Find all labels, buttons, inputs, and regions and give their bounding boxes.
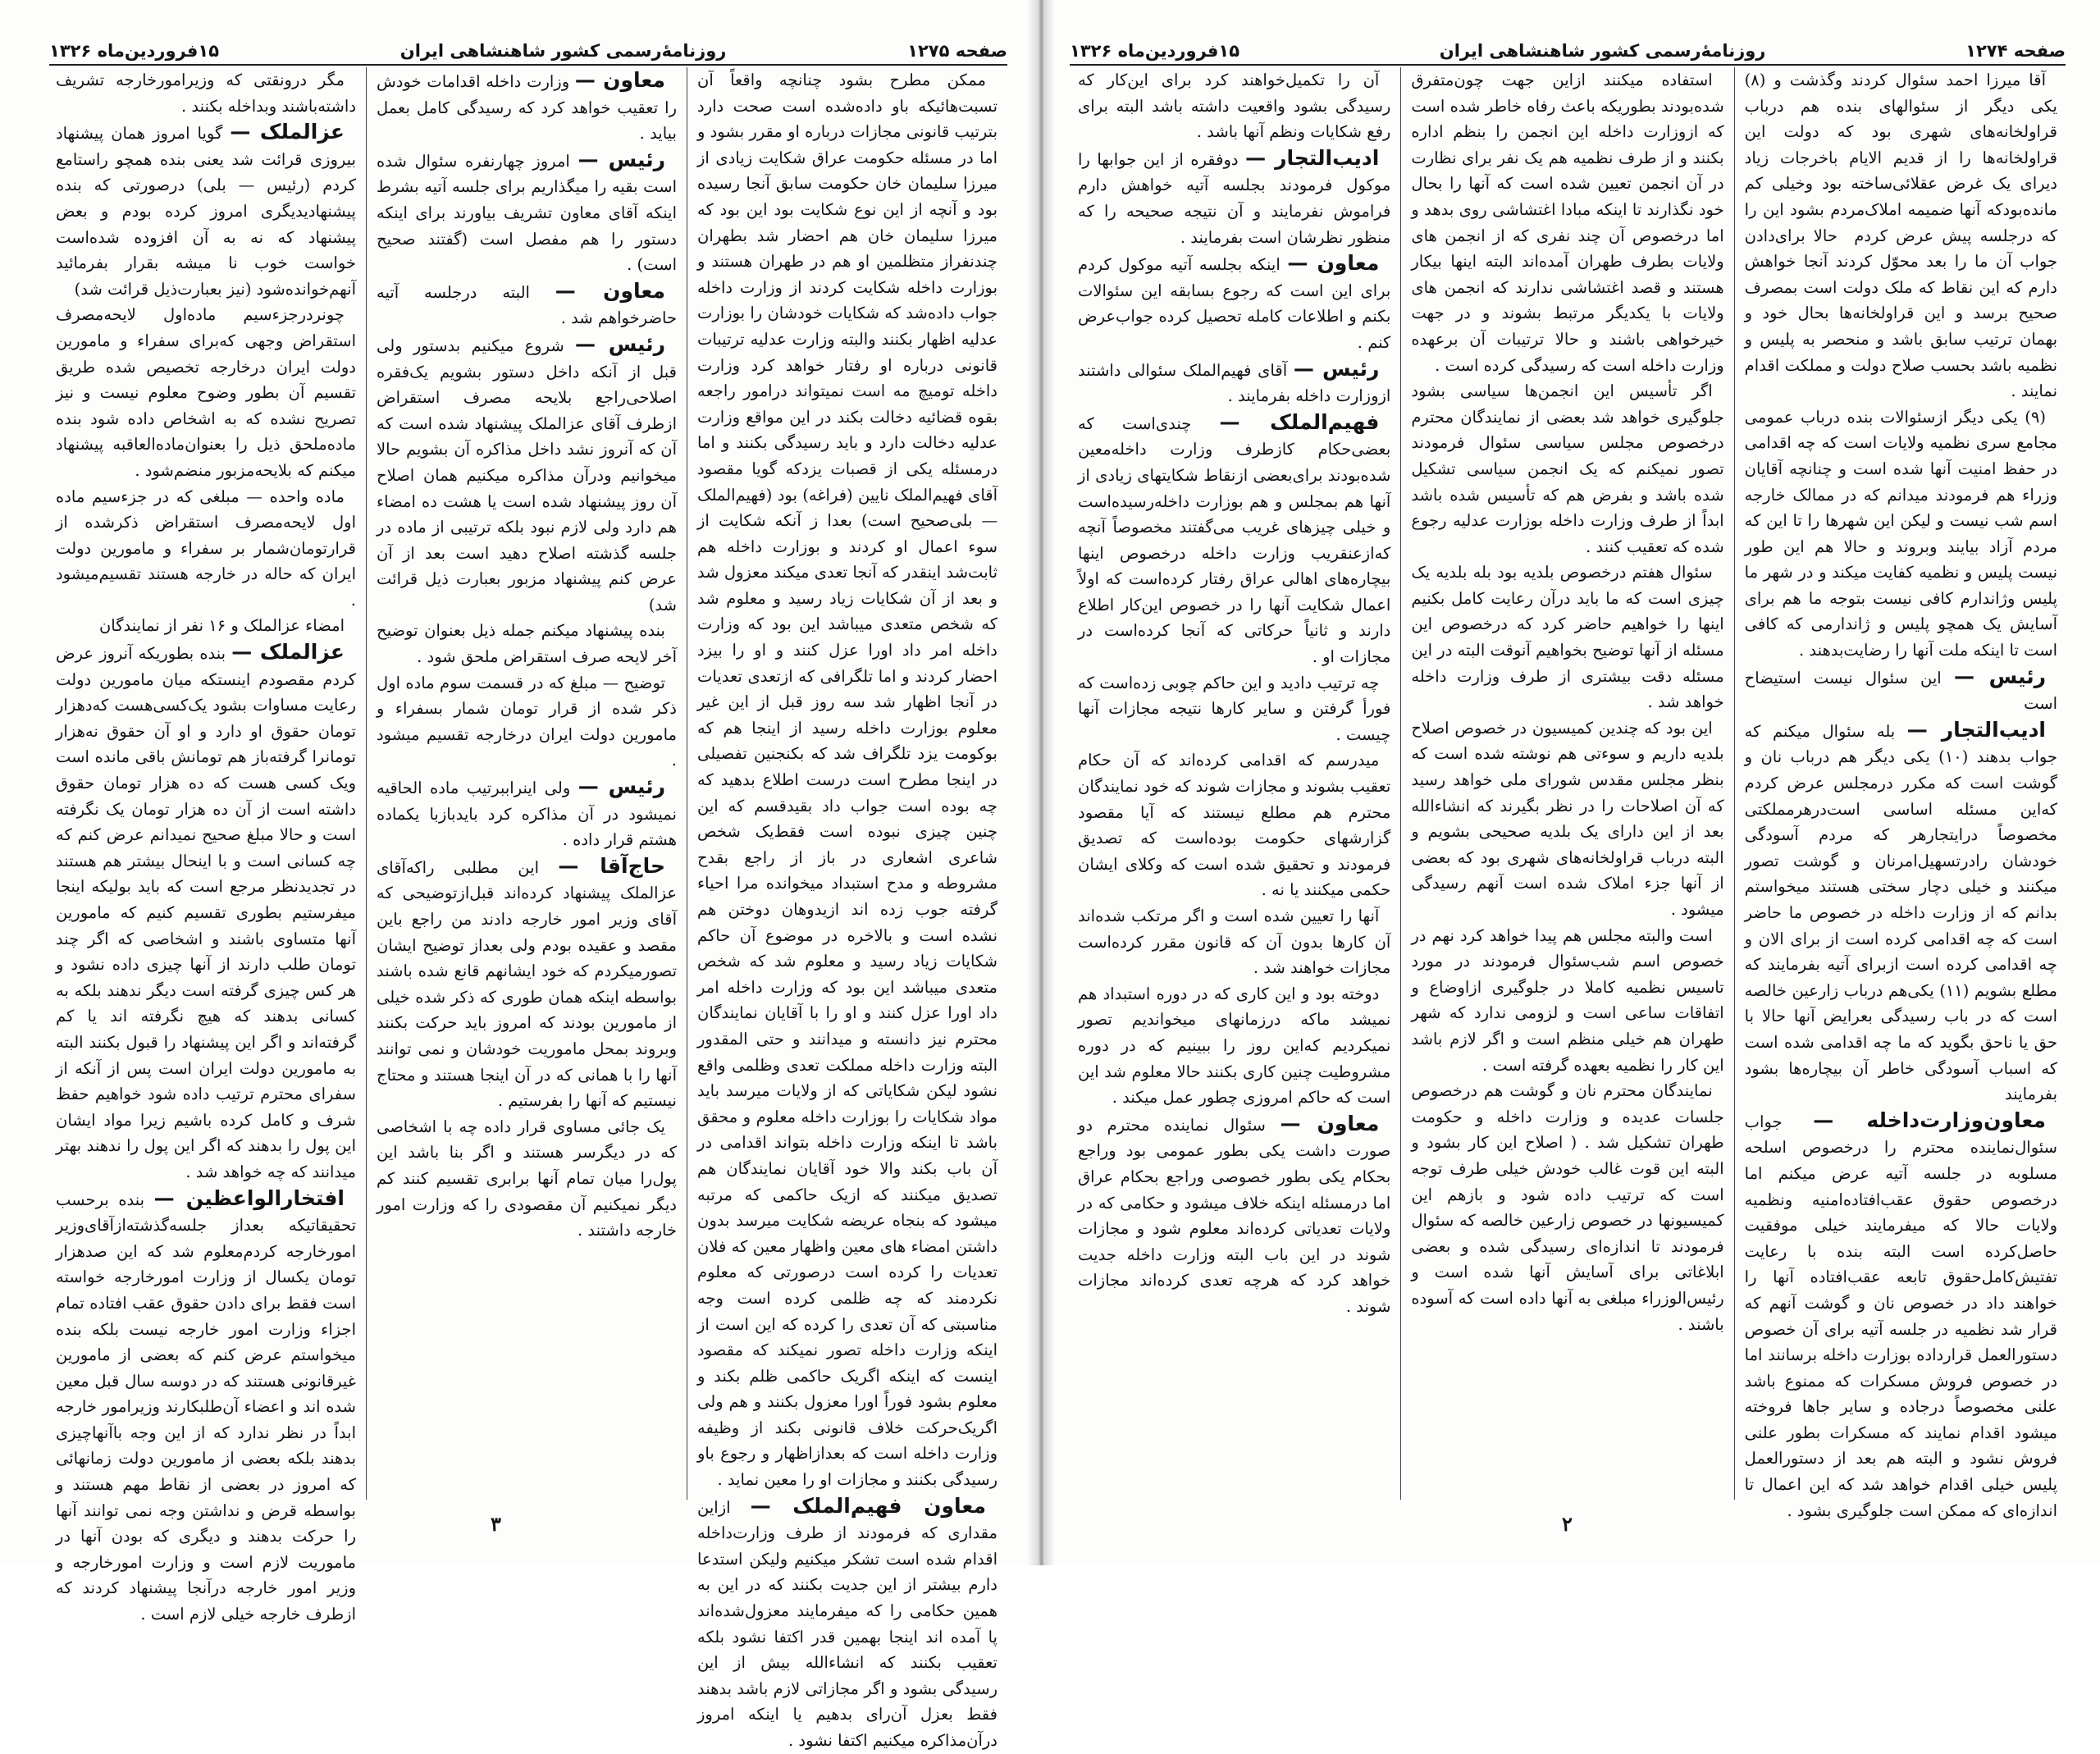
- speaker-name: معاون —: [555, 278, 666, 303]
- left-page: [0, 0, 1040, 1750]
- paragraph-text: امضاء عزالملک و ۱۶ نفر از نمایندگان: [98, 616, 345, 636]
- paragraph-text: این مطلبی را‌که‌آقای عزالملک پیشنهاد کرده‌اند قبل‌ازتوضیحی که آقای وزیر امور خارجه دادند من راجع باین مقصد و عقیده بودم ولی بعداز توضیح ایشان تصورمیکردم که خود ایشانهم قانع شده باشند بواسطه اینکه همان طوری که ذکر شده خیلی از مامورین بودند که امروز باید حرکت بکنند وبروند بمحل ماموریت خودشان و نمی توانند آنها را با همانی که در آن اینجا هستند و محتاج نیستیم که آنها را بفرستیم .: [377, 857, 677, 1111]
- paragraph-text: مگر درونقتی که وزیرامورخارجه تشریف داشته‌باشند وبداخله بکنند .: [56, 71, 356, 116]
- paragraph-text: اینکه بجلسه آتیه موکول کردم برای این است که رجوع بسابقه این سئوالات بکنم و اطلاعات کامله تحصیل کرده جواب‌عرض کنم .: [1078, 255, 1391, 352]
- paragraph: [1078, 250, 1390, 355]
- folio-number: ۲: [1562, 1512, 1573, 1536]
- paragraph-text: دوخته بود و این کاری که در دوره استبداد هم نمیشد ماکه درزمانهای میخواندیم تصور نمیکردیم که‌این روز را ببینیم که در دوره مشروطیت چنین کاری بکنند حالا معلوم شد این است که حاکم امروزی چطور عمل میکند .: [1078, 984, 1391, 1108]
- speaker-name: رئیس —: [1953, 664, 2046, 688]
- paragraph-text: بنده بطوریکه آنروز عرض کردم مقصودم اینستکه میان مامورین دولت رعایت مساوات بشود یک‌کسی‌هست که‌دهزار تومان حقوق او دارد و او آن حقوق نه‌هزار تومانرا گرفته‌باز هم تومانش باقی مانده است ویک کسی هست که ده هزار تومان حقوق داشته است از آن ده هزار تومان یک نگرفته است و حالا مبلغ صحیح نمیدانم عرض کنم که چه کسانی است و با اینحال بیشتر هم هستند در تجدیدنظر مرجع است که باید بولیکه اینجا میفرستیم بطوری تقسیم کنیم که مامورین آنها متساوی باشند و اشخاصی که اگر چند تومان طلب دارند از آنها چیزی داده نشود و هر کس چیزی گرفته است دیگر ندهند بلکه به کسانی بدهند که هیچ نگرفته اند یا کم گرفته‌اند و اگر این پیشنهاد را قبول بکنند البته به مامورین دولت ایران است پس از آنکه از سفرای محترم ترتیب داده شود خواهیم حفظ شرف و کامل کرده باشیم زیرا مواد ایشان این پول را بدهند که اگر این پول را ندهند بهتر میدانند که چه خواهد شد .: [56, 644, 356, 1181]
- page-number: صفحه ۱۲۷۴: [1965, 41, 2066, 61]
- speaker-name: رئیس —: [1293, 356, 1380, 381]
- newspaper-title: روزنامهٔ‌رسمی کشور شاهنشاهی ایران: [399, 41, 727, 61]
- speaker-name: عزالملک —: [230, 120, 345, 144]
- paragraph: [1411, 1078, 1723, 1337]
- folio-number: ۳: [491, 1512, 501, 1536]
- left-page-columns: [46, 67, 1007, 1750]
- paragraph: [1411, 378, 1723, 560]
- paragraph-text: بله سئوال میکنم که جواب بدهند (۱۰) یکی دیگر هم درباب نان و گوشت است که مکرر درمجلس عرض کردم که‌این مسئله اساسی است‌درهرمملکتی مخصوصاً درایتجارهر که مردم آسودگی خودشان رادرتسهیل‌امرنان و گوشت تصور میکنند و خیلی دچار سختی هستند میخواستم بدانم که از وزارت داخله در خصوص ما حاضر است که چه اقدامی کرده است از برای الان و چه اقدامی کرده است ازبرای آتیه بفرمایند که مطلع بشویم (۱۱) یکی‌هم درباب زارعین خالصه است که در باب رسیدگی بعرایض آنها حالا با حق یا ناحق بگوید که ما چه اقدامی شده است که اسباب آسودگی خاطر آن بیچاره‌ها بشود بفرمایند: [1744, 721, 2057, 1104]
- paragraph: [377, 331, 677, 619]
- speaker-name: معاون —: [1280, 1111, 1380, 1135]
- paragraph: [1411, 923, 1723, 1079]
- speaker-name: معاون فهیم‌الملک —: [750, 1493, 987, 1518]
- paragraph-text: چه ترتیب دادید و این حاکم چوبی زده‌است که فورأ گرفتن و سایر کارها نتیجه مجازات آنها چیست .: [1078, 673, 1391, 744]
- paragraph: [56, 302, 356, 483]
- paragraph-text: ولی اینراببرتیب ماده الحاقیه نمیشود در آن مذاکره کرد بایدبازبا یکماده هشتم قرار داده .: [377, 779, 677, 850]
- text-column: [687, 67, 1007, 1750]
- right-page: [1040, 0, 2100, 1565]
- paragraph: [377, 670, 677, 774]
- speaker-name: افتخارالواعظین —: [153, 1185, 345, 1210]
- page-number: صفحه ۱۲۷۵: [907, 41, 1007, 61]
- paragraph: [1411, 560, 1723, 715]
- speaker-name: رئیس —: [578, 147, 665, 171]
- paragraph-text: نمایندگان محترم نان و گوشت هم درخصوص جلسات عدیده و وزارت داخله و حکومت طهران تشکیل شد . ( اصلاح این کار بشود و البته این قوت غالب خودش خیلی طرف توجه است که ترتیب داده شود و بازهم این کمیسیونها در خصوص زارعین خالصه که سئوال فرمودند تا اندازه‌ای رسیدگی شده و بعضی ابلاغاتی برای آسایش آنها شده است و رئیس‌الوزراء مبلغی به آنها داده است که آسوده باشند .: [1411, 1081, 1724, 1334]
- speaker-name: معاون —: [1287, 251, 1380, 276]
- speaker-name: معاون‌وزارت‌داخله —: [1813, 1108, 2047, 1132]
- text-column: [1068, 67, 1400, 1500]
- paragraph: [697, 1493, 998, 1754]
- paragraph: [1745, 717, 2057, 1108]
- paragraph-text: آقای فهیم‌الملک سئوالی داشتند ازوزارت داخله بفرمایند .: [1078, 360, 1391, 406]
- paragraph-text: شروع میکنیم بدستور ولی قبل از آنکه داخل دستور بشویم یک‌فقره اصلاحی‌راجع بلایحه مصرف استقراض ازطرف آقای عزالملک پیشنهاد شده است که آن که آنروز نشد داخل مذاکره آن بشویم حالا میخوانیم ودرآن مذاکره میکنیم همان اصلاح آن روز پیشنهاد شده است یا هشت ده امضاء هم دارد ولی لازم نبود بلکه ترتیبی از ماده در جلسه گذشته اصلاح دهید است بعد از آن عرض کنم پیشنهاد مزبور بعبارت ذیل قرائت شد): [377, 336, 677, 614]
- paragraph: [56, 639, 356, 1185]
- paragraph-text: اگر تأسیس این انجمن‌ها سیاسی بشود جلوگیری خواهد شد بعضی از نمایندگان محترم درخصوص مجلس سیاسی سئوال فرمودند تصور نمیکنم که یک انجمن سیاسی تشکیل شده باشد و بفرض هم که تأسیس شده باشد ابداً از طرف وزارت داخله بوزارت عدلیه رجوع شده که تعقیب کنند .: [1411, 381, 1724, 556]
- left-page-header: [49, 28, 1007, 66]
- speaker-name: ادیب‌التجار —: [1245, 145, 1380, 170]
- paragraph: [1078, 747, 1390, 903]
- speaker-name: حاج‌آقا —: [558, 853, 666, 878]
- paragraph: [1745, 404, 2057, 664]
- paragraph: [377, 774, 677, 853]
- paragraph: [1078, 903, 1390, 981]
- paragraph-text: جواب سئوال‌نماینده محترم را درخصوص اسلحه مسلوبه در جلسه آتیه عرض میکنم اما درخصوص حقوق عقب‌افتاده‌امنیه ونظمیه ولایات حالا که میفرمایند خیلی موفقیت حاصل‌کرده است البته بنده با رعایت تفتیش‌کامل‌حقوق تابعه عقب‌افتاده آنها را خواهند داد در خصوص نان و گوشت آنهم که قرار شد نظمیه در جلسه آتیه برای آن خصوص دستورالعمل قرارداده بوزارت داخله برسانند اما در خصوص فروش مسکرات که ممنوع باشد علنی مخصوصاً درجاده و سایر جاها فروخته میشود اقدام نمایند که مسکرات بطور علنی فروش نشود و البته هم بعد از دستورالعمل پلیس خیلی اقدام خواهد شد که این اعمال تا اندازه‌ای که ممکن است جلوگیری بشود .: [1744, 1112, 2057, 1520]
- paragraph: [1078, 670, 1390, 748]
- text-column: [366, 67, 687, 1500]
- paragraph: [56, 67, 356, 119]
- paragraph-text: ممکن مطرح بشود چنانچه واقعاً آن تسبت‌هائیکه باو داده‌شده است صحت دارد بترتیب قانونی مجازات درباره او مقرر بشود و اما در مسئله حکومت عراق شکایت زیادی از میرزا سلیمان خان حکومت سابق آنجا رسیده بود و آنچه از این نوع شکایت بود این بود که میرزا سلیمان خان هم احضار شد بطهران چندنفراز متظلمین او هم در طهران هستند و بوزارت داخله شکایت کردند از وزارت داخله جواب داده‌شد که شکایات خودشان را بوزارت عدلیه اظهار بکنند والبته وزارت عدلیه ترتیبات قانونی درباره او رفتار خواهد کرد وزارت داخله تومیچ مه است نمیتواند درامور راجعه بقوه قضائیه دخالت بکند در این مواقع وزارت عدلیه دخالت دارد و باید رسیدگی بکنند و اما درمسئله یکی از قصبات یزدکه گویا مقصود آقای فهیم‌الملک نایین (فراغه) بود (فهیم‌الملک — بلی‌صحیح است) بعدا ز آنکه شکایت از سوء اعمال او کردند و بوزارت داخله هم ثابت‌شد اینقدر که آنجا تعدی میکند معزول شد و بعد از آن شکایات زیاد رسید و معلوم شد که شخص متعدی میباشد این بود که وزارت داخله امر داد اورا عزل کنند و او را بیزد احضار کردند و اما تلگرافی که ازتعدی تعدیات در آنجا اظهار شد سه روز قبل از این غیر معلوم بوزارت داخله رسید از اینجا هم که بوکومت یزد تلگراف شد که بکنجنین تفصیلی در اینجا مطرح است درست اطلاع بدهید که چه بوده است جواب داد بقیدقسم که این چنین چیزی نبوده است فقط‌یک شخص شاعری اشعاری در باز از راجع بقدح مشروطه‌ و مدح استبداد میخوانده مرا احیاء گرفته جوب زده اند ازیدوهان دوختن هم نشده است و بالاخره در موضوع آن حاکم شکایات زیاد رسید و معلوم شد که شخص متعدی میباشد این بود که وزارت داخله امر داد اورا عزل کنند و او را با آقایان نمایندگان محترم نیز دانسته و میدانند و حتی المقدور البته وزارت داخله مملکت تعدی وظلمی واقع نشود لیکن شکایاتی که از ولایات میرسد باید مواد شکایات را بوزارت داخله معلوم و محقق باشد تا اینکه وزارت داخله بتواند اقدامی در آن باب بکند والا خود آقایان نمایندگان هم تصدیق میکنند که ازیک حاکمی که مرتبه میشود که بنجاه عریضه شکایت میرسد بدون داشتن امضاء های معین واظهار معین که فلان تعدیات را کرده است درصورتی که معلوم نکردمند که چه ظلمی کرده است وجه مناسبتی که آن تعدی را کرده که این است از اینکه وزارت داخله تصور نمیکند که مقصود اینست که اینکه اگریک حاکمی ظلم بکند و معلوم بشود فوراً اورا معزول بکنند و هم ولی اگریک‌حرکت خلاف قانونی بکند از وظیفه وزارت داخله است که بعدازاظهار و رجوع باو رسیدگی بکنند و مجازات او را معین نماید .: [697, 71, 998, 1490]
- paragraph: [56, 1185, 356, 1628]
- right-page-columns: [1068, 67, 2067, 1520]
- issue-date: ۱۵فروردین‌ماه ۱۳۲۶: [49, 41, 220, 61]
- paragraph-text: توضیح — مبلغ که در قسمت سوم ماده اول ذکر شده از قرار تومان شمار بسفراء و مامورین دولت ایران درخارجه تقسیم میشود .: [377, 673, 677, 770]
- paragraph-text: میدرسم که اقدامی کرده‌اند که آن حکام تعقیب بشوند و مجازات شوند که خود نمایندگان محترم هم مطلع نیستند که آیا مقصود گزارشهای حکومت بوده‌است که تصدیق فرمودند و تحقیق شده است که وکلای ایشان حکمی میکنند یا نه .: [1078, 751, 1391, 900]
- paragraph: [697, 67, 998, 1493]
- paragraph-text: بنده برحسب تحقیقاتیکه بعداز جلسه‌گذشته‌ازآقای‌وزیر امور‌خارجه کردم‌معلوم شد که ‌این‌ صدهزار تومان‌ یکسال‌ از‌ وزارت ‌امور‌خارجه خواسته است فقط برای دادن حقوق عقب افتاده تمام اجزاء وزارت امور خارجه نیست بلکه بنده میخواستم عرض کنم که بعضی از مامورین غیرقانونی هستند که در دوسه سال قبل معین شده اند و اعضاء آن‌طلبکارند وزیرامور خارجه ابداً در نظر ندارد که از این وجه باآنهاچیزی بدهند بلکه بعضی از مامورین دولت زمانهائی که امروز در بعضی از نقاط مهم هستند و بواسطه قرض و نداشتن وجه نمی توانند آنها را حرکت بدهند و دیگری که بودن آنها در ماموریت لازم است و وزارت امورخارجه و وزیر امور خارجه درآنجا پیشنهاد کردند که ازطرف خارجه خیلی لازم است .: [56, 1190, 356, 1624]
- paragraph-text: گویا امروز همان پیشنهاد بیروزی قرائت شد یعنی بنده همچو راستامع کردم (رئیس — بلی) درصورتی که بنده پیشنهادیدیگری امروز کرده بودم و بعض پیشنهاد که نه به آن افزوده شده‌است خواست خوب نا میشه بقرار بفرمائید آنهم‌خوانده‌شود (نیز بعبارت‌ذیل قرائت شد): [56, 124, 356, 299]
- paragraph-text: است والبته مجلس هم پیدا خواهد کرد نهم در خصوص اسم شب‌سئوال فرمودند در مورد تاسیس نظمیه کاملا در جلوگیری ازاوضاع و اتفاقات ساعی است و لزومی ندارد که شهر طهران هم خیلی منظم است و اگر لازم باشد این کار را نظمیه بعهده گرفته است .: [1411, 925, 1724, 1075]
- paragraph-text: ازاین مقداری که فرمودند از طرف وزارت‌داخله اقدام شده است تشکر میکنیم ولیکن استدعا دارم بیشتر از این جدیت بکنند که در این به همین حکامی را که میفرمایند معزول‌شده‌اند پا آمده اند اینجا بهمین قدر اکتفا نشود بلکه تعقیب بکنند که انشاءالله بیش از این رسیدگی بشود و اگر مجازاتی لازم باشد بدهند فقط بعزل آن‌رای بدهیم یا اینکه امروز درآن‌مذاکره میکنیم اکتفا نشود .: [697, 1497, 998, 1750]
- newspaper-title: روزنامهٔ‌رسمی کشور شاهنشاهی ایران: [1439, 41, 1766, 61]
- paragraph: [1078, 145, 1390, 250]
- paragraph-text: این بود که چندین کمیسیون در خصوص اصلاح بلدیه داریم و سوءتی هم نوشته شده است که بنظر مجلس مقدس شورای ملی خواهد رسید که آن اصلاحات را در نظر بگیرند که انشاءالله بعد از این دارای یک بلدیه صحیحی بشویم و البته درباب قراولخانه‌های شهری بود که بعضی از آنها جزء املاک شده است آنهم رسیدگی میشود .: [1411, 718, 1724, 919]
- paragraph: [1411, 67, 1723, 378]
- paragraph-text: امروز چهارنفره سئوال شده است بقیه را میگذاریم برای جلسه آتیه بشرط اینکه آقای معاون تشریف بیاورند برای اینکه دستور را هم مفصل است (گفتند صحیح است) .: [377, 151, 677, 275]
- paragraph-text: استفاده میکنند ازاین جهت چون‌متفرق شده‌بودند بطوریکه باعث رفاه خاطر شده است که ازوزارت داخله این انجمن را بنظم اداره بکنند و از طرف نظمیه هم یک نفر برای نظارت در آن انجمن تعیین شده است که آنها را بحال خود نگذارند تا اینکه مبادا اغتشاشی روی بدهد و اما درخصوص آن چند نفری که از انجمن های ولایات بطرف طهران آمده‌اند البته اینها بیکار هستند و قصد اغتشاشی ندارند که انجمن های ولایات با یکدیگر مرتبط بشوند و در جهت خیرخواهی باشند و حالا ترتیبات آن برعهده وزارت داخله است که رسیدگی کرده است .: [1411, 71, 1724, 375]
- paragraph: [377, 618, 677, 669]
- text-column: [1400, 67, 1733, 1500]
- speaker-name: معاون —: [574, 68, 665, 92]
- paragraph-text: آنها را تعیین شده است و اگر مرتکب شده‌اند آن کارها بدون آن که قانون مقرر کرده‌است مجازات خواهند شد .: [1078, 907, 1391, 978]
- paragraph: [377, 853, 677, 1114]
- paragraph-text: چونردرجزءسیم ماده‌اول لایحه‌مصرف استقراض وجهی که‌برای سفراء و مامورین دولت ایران درخارجه تخصیص شده طریق تقسیم آن بطور وضوح معلوم نیست و نیز تصریح نشده که به اشخاص داده شود بنده ماده‌ملحق ذیل را بعنوان‌ماده‌العاقبه پیشنهاد میکنم که بلایحه‌مزبور منضم‌شود .: [56, 305, 356, 480]
- paragraph: [1411, 715, 1723, 923]
- paragraph: [1078, 356, 1390, 409]
- paragraph-text: ماده‌ واحده — مبلغی که در جزءسیم ماده اول لایحه‌مصرف استقراض ذکرشده از قرارتومان‌شمار بر سفراء و مامورین دولت ایران که حاله در خارجه هستند تقسیم‌میشود .: [56, 486, 356, 610]
- right-page-header: [1070, 28, 2066, 66]
- paragraph-text: دوفقره از این جوابها را موکول فرمودند بجلسه آتیه خواهش دارم فراموش نفرمایند و آن نتیجه صحیحه را که منظور نظرشان است بفرمایند .: [1078, 149, 1391, 247]
- speaker-name: ادیب‌التجار —: [1906, 717, 2047, 742]
- paragraph: [377, 1114, 677, 1244]
- speaker-name: فهیم‌الملک —: [1219, 409, 1380, 434]
- speaker-name: رئیس —: [574, 331, 666, 356]
- paragraph: [1078, 409, 1390, 670]
- paragraph: [1745, 1108, 2057, 1524]
- paragraph: [1745, 664, 2057, 717]
- paragraph: [377, 278, 677, 331]
- text-column: [46, 67, 366, 1624]
- book-gutter: [1027, 0, 1055, 1565]
- paragraph: [377, 147, 677, 278]
- paragraph: [1078, 67, 1390, 145]
- paragraph-text: سئوال هفتم درخصوص بلدیه بود بله بلدیه یک چیزی است که ما باید درآن رعایت کامل بکنیم اینها را خواهیم حاضر کرد که درخصوص این مسئله از آنها توضیح بخواهیم آنوقت البته در این مسئله دقت بیشتری از طرف وزارت داخله خواهد شد .: [1411, 563, 1724, 712]
- paragraph-text: سئوال نماینده محترم دو صورت داشت یکی بطور عمومی بود وراجع بحکام یکی بطور خصوصی وراجع بحکام عراق اما درمسئله اینکه خلاف میشود و حکامی که در ولایات تعدیاتی کرده‌اند معلوم شود و مجازات شوند در این باب البته وزارت داخله جدیت خواهد کرد که هرچه تعدی کرده‌اند مجازات شوند .: [1078, 1115, 1391, 1316]
- issue-date: ۱۵فروردین‌ماه ۱۳۲۶: [1070, 41, 1240, 61]
- paragraph: [56, 119, 356, 302]
- speaker-name: رئیس —: [578, 774, 666, 799]
- paragraph-text: یک جائی مساوی قرار داده چه با اشخاصی که در دیگرسر هستند و اگر بنا باشد این پول‌را میان تمام آنها برابری تقسیم کنند کم دیگر نمیکنیم آن مقصودی را که وزارت امور خارجه داشتند .: [377, 1117, 677, 1240]
- paragraph-text: چندی‌است که بعضی‌حکام کازطرف وزارت داخله‌معین شده‌بودند برای‌بعضی ازنقاط شکایتهای زیادی از آنها هم بمجلس و هم بوزارت داخله‌رسیده‌است و خیلی چیزهای غریب می‌گفتند مخصوصاً آنچه که‌ازعنقریب وزارت داخله درخصوص اینها بیچاره‌های اهالی عراق رفتار کرده‌است که اولاً اعمال شکایت آنها را در خصوص این‌کار اطلاع دارند و ثانیاً حرکاتی که آنجا کرده‌است در مجازات او .: [1078, 413, 1391, 667]
- paragraph: [377, 67, 677, 147]
- paragraph: [1078, 1111, 1390, 1320]
- paragraph-text: بنده پیشنهاد میکنم جمله ذیل بعنوان توضیح آخر لایحه صرف استقراض ملحق شود .: [377, 621, 677, 667]
- paragraph: [1745, 67, 2057, 404]
- paragraph-text: وزارت داخله اقدامات خودش را تعقیب خواهد کرد که رسیدگی کامل بعمل بیاید .: [377, 72, 677, 144]
- speaker-name: عزالملک —: [231, 640, 345, 665]
- paragraph-text: (۹) یکی دیگر ازسئوالات بنده درباب عمومی مجامع سری نظمیه ولایات است که چه اقدامی در حفظ امنیت آنها شده است و چنانچه آقایان وزراء هم فرمودند میدانم که در ممالک خارجه اسم شب نیست و لیکن این شهرها را تا این که مردم آزاد بیایند وبروند و حالا هم این طور نیست پلیس و نظمیه کفایت‌ میکند و در شهر ما پلیس وژاندارم کافی نیست بتوجه ما هم برای آسایش یک همچو پلیس و ژاندارمی که کافی است تا اینکه ملت آنها را رضایت‌بدهند .: [1744, 407, 2057, 660]
- paragraph-text: آقا میرزا احمد سئوال کردند وگذشت و (۸) یکی دیگر از سئوالهای بنده هم درباب قراولخانه‌های شهری بود که دولت این قراولخانه‌ها را از قدیم الایام باخرجات زیاد دیرای یک غرض عقلائی‌ساخته بود وخیلی کم مانده‌بودکه آنها ضمیمه املاک‌مردم بشود این ‌را که‌ درجلسه پیش عرض ‌کردم ‌ حالا برای‌دادن جواب آن ما را بعد محوّل کردند آنجا خواهش دارم که این نقاط که ملک دولت است بمصرف صحیح برسد و این قراولخانه‌ها بحال خود و بهمان ترتیب سابق باشد و منحصر به پلیس و نظمیه باشد بحسب صلاح دولت و مملکت اقدام نمایند .: [1744, 71, 2057, 401]
- paragraph-text: این سئوال نیست استیضاح است: [1744, 668, 2057, 714]
- paragraph-text: البته درجلسه آتیه حاضرخواهم شد .: [377, 282, 677, 328]
- text-column: [1734, 67, 2067, 1520]
- paragraph: [1078, 981, 1390, 1111]
- paragraph-text: آن را تکمیل‌خواهند کرد برای این‌کار که رسیدگی بشود واقعیت داشته باشد البته برای رفع شکایات ونظم آنها باشد .: [1078, 71, 1391, 142]
- paragraph: [56, 613, 356, 639]
- paragraph: [56, 484, 356, 614]
